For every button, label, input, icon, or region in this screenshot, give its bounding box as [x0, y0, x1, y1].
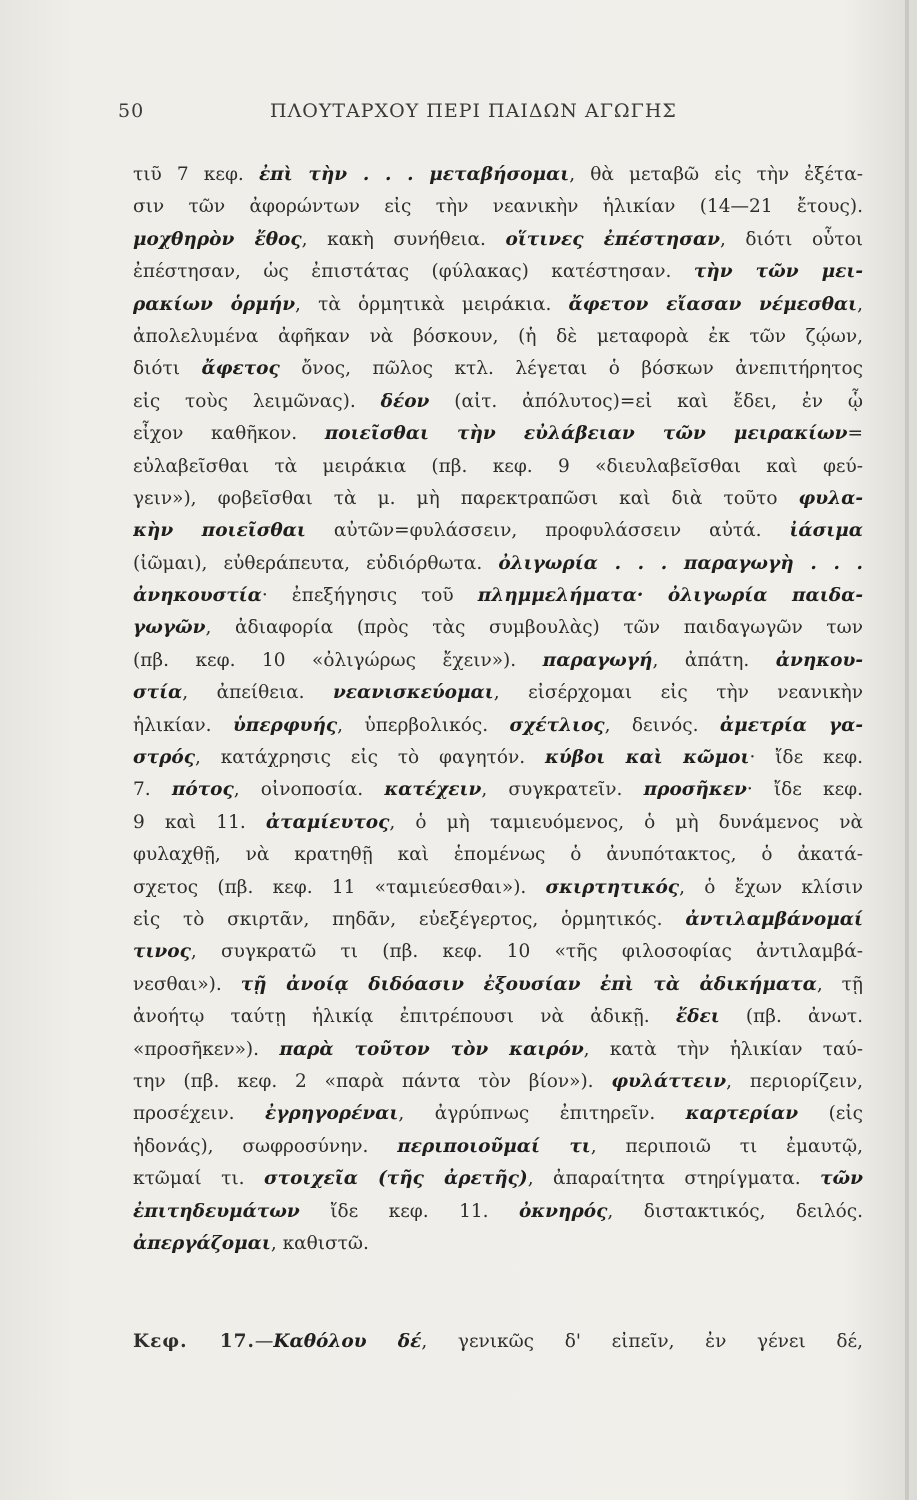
page-header [118, 100, 856, 130]
text-line: σιν τῶν ἀφορώντων εἰς τὴν νεανικὴν ἡλικίαν (14—21 ἔτους). [133, 196, 863, 218]
text-line: σχετος (πβ. κεφ. 11 «ταμιεύεσθαι»). σκιρτητικός, ὁ ἔχων κλίσιν [133, 876, 863, 898]
text-line: μοχθηρὸν ἔθος, κακὴ συνήθεια. οἵτινες ἐπέστησαν, διότι οὗτοι [133, 228, 863, 250]
text-line: ἡλικίαν. ὑπερφυής, ὑπερβολικός. σχέτλιος, δεινός. ἀμετρία γα- [133, 714, 863, 736]
text-line: ἀπολελυμένα ἀφῆκαν νὰ βόσκουν, (ἡ δὲ μεταφορὰ ἐκ τῶν ζῴων, [133, 325, 863, 347]
chapter-line [133, 1326, 863, 1358]
text-line: 7. πότος, οἰνοποσία. κατέχειν, συγκρατεῖν. προσῆκεν· ἴδε κεφ. [133, 779, 863, 801]
text-line: 9 καὶ 11. ἀταμίευτος, ὁ μὴ ταμιευόμενος, ὁ μὴ δυνάμενος νὰ [133, 811, 863, 833]
text-line: στία, ἀπείθεια. νεανισκεύομαι, εἰσέρχομαι εἰς τὴν νεανικὴν [133, 682, 863, 704]
text-line: διότι ἄφετος ὄνος, πῶλος κτλ. λέγεται ὁ βόσκων ἀνεπιτήρητος [133, 358, 863, 380]
text-line: νεσθαι»). τῇ ἀνοίᾳ διδόασιν ἐξουσίαν ἐπὶ τὰ ἀδικήματα, τῇ [133, 973, 863, 995]
text-line: προσέχειν. ἐγρηγορέναι, ἀγρύπνως ἐπιτηρεῖν. καρτερίαν (εἰς [133, 1103, 863, 1125]
text-line: στρός, κατάχρησις εἰς τὸ φαγητόν. κύβοι καὶ κῶμοι· ἴδε κεφ. [133, 747, 863, 769]
page-number: 50 [118, 100, 145, 122]
text-line: τιῦ 7 κεφ. ἐπὶ τὴν . . . μεταβήσομαι, θὰ μεταβῶ εἰς τὴν ἐξέτα- [133, 164, 863, 185]
page-edge-shadow [905, 0, 909, 1500]
text-line: εἰς τοὺς λειμῶνας). δέον (αἰτ. ἀπόλυτος)=εἰ καὶ ἔδει, ἐν ᾧ [133, 390, 863, 412]
text-line: ρακίων ὁρμήν, τὰ ὁρμητικὰ μειράκια. ἄφετον εἴασαν νέμεσθαι, [133, 293, 863, 315]
text-line: γειν»), φοβεῖσθαι τὰ μ. μὴ παρεκτραπῶσι καὶ διὰ τοῦτο φυλα- [133, 487, 863, 509]
chapter-text: —Καθόλου δέ, γενικῶς δ' εἰπεῖν, ἐν γένει δέ, [254, 1331, 863, 1352]
text-line: ἀνηκουστία· ἐπεξήγησις τοῦ πλημμελήματα· ὀλιγωρία παιδα- [133, 585, 863, 607]
text-line: (πβ. κεφ. 10 «ὀλιγώρως ἔχειν»). παραγωγή, ἀπάτη. ἀνηκου- [133, 649, 863, 671]
text-line: γωγῶν, ἀδιαφορία (πρὸς τὰς συμβουλὰς) τῶν παιδαγωγῶν των [133, 617, 863, 639]
text-line: εἶχον καθῆκον. ποιεῖσθαι τὴν εὐλάβειαν τῶν μειρακίων= [133, 423, 863, 445]
text-line: ἐπιτηδευμάτων ἴδε κεφ. 11. ὀκνηρός, διστακτικός, δειλός. [133, 1200, 863, 1222]
text-line: κὴν ποιεῖσθαι αὐτῶν=φυλάσσειν, προφυλάσσειν αὐτά. ἰάσιμα [133, 520, 863, 542]
text-line: ἀνοήτῳ ταύτῃ ἡλικίᾳ ἐπιτρέπουσι νὰ ἀδικῇ. ἔδει (πβ. ἀνωτ. [133, 1006, 863, 1028]
text-line: ἡδονάς), σωφροσύνην. περιποιοῦμαί τι, περιποιῶ τι ἐμαυτῷ, [133, 1135, 863, 1157]
text-line: κτῶμαί τι. στοιχεῖα (τῆς ἀρετῆς), ἀπαραίτητα στηρίγματα. τῶν [133, 1168, 863, 1190]
text-line: φυλαχθῇ, νὰ κρατηθῇ καὶ ἑπομένως ὁ ἀνυπότακτος, ὁ ἀκατά- [133, 844, 863, 866]
text-line: (ἰῶμαι), εὐθεράπευτα, εὐδιόρθωτα. ὀλιγωρία . . . παραγωγὴ . . . [133, 552, 863, 574]
chapter-label: Κεφ. 17. [133, 1331, 255, 1352]
text-line: εἰς τὸ σκιρτᾶν, πηδᾶν, εὐεξέγερτος, ὁρμητικός. ἀντιλαμβάνομαί [133, 908, 863, 930]
text-line: «προσῆκεν»). παρὰ τοῦτον τὸν καιρόν, κατὰ τὴν ἡλικίαν ταύ- [133, 1038, 863, 1060]
running-title: ΠΛΟΥΤΑΡΧΟΥ ΠΕΡΙ ΠΑΙΔΩΝ ΑΓΩΓΗΣ [270, 100, 677, 122]
text-line: εὐλαβεῖσθαι τὰ μειράκια (πβ. κεφ. 9 «διευλαβεῖσθαι καὶ φεύ- [133, 455, 863, 477]
commentary-text [133, 159, 863, 1260]
text-line: τινος, συγκρατῶ τι (πβ. κεφ. 10 «τῆς φιλοσοφίας ἀντιλαμβά- [133, 941, 863, 963]
text-line: ἀπεργάζομαι, καθιστῶ. [133, 1232, 369, 1254]
text-line: ἐπέστησαν, ὡς ἐπιστάτας (φύλακας) κατέστησαν. τὴν τῶν μει- [133, 261, 863, 283]
text-line: την (πβ. κεφ. 2 «παρὰ πάντα τὸν βίον»). φυλάττειν, περιορίζειν, [133, 1070, 863, 1092]
